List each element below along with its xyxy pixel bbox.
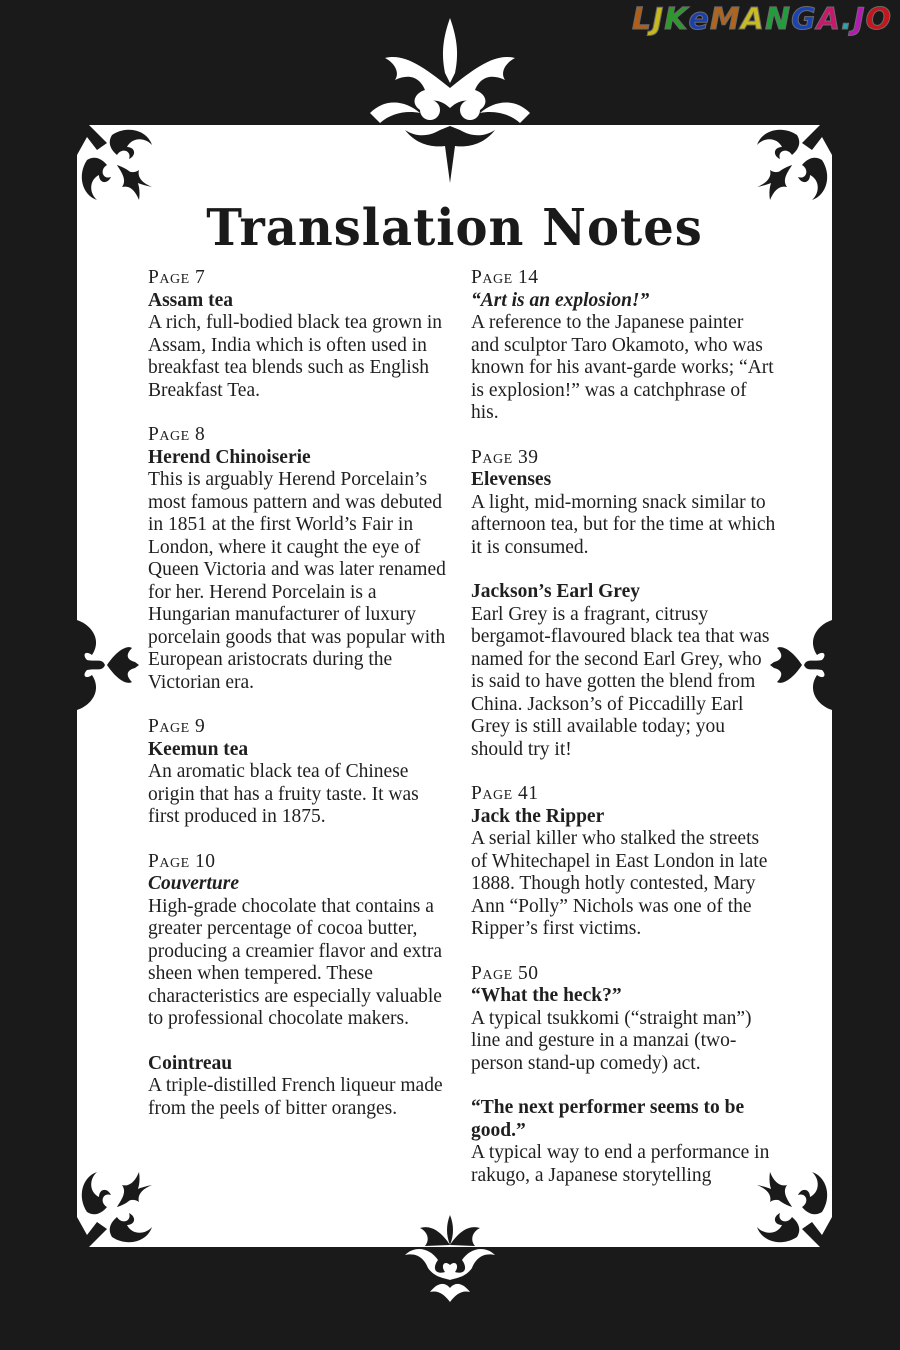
fleur-ornament-top-icon <box>365 18 535 193</box>
note-entry <box>471 1097 776 1187</box>
page-reference: Page 10 <box>148 850 216 872</box>
note-term: Keemun tea <box>148 738 249 760</box>
watermark-letter: N <box>764 2 792 37</box>
note-description: A serial killer who stalked the streets of Whitechapel in East London in late 1888. Though hotly contested, Mary Ann “Polly” Nichols was one of the Ripper’s first victims. <box>471 828 768 939</box>
page-reference: Page 8 <box>148 424 206 445</box>
corner-ornament-top-right-icon <box>750 125 832 207</box>
page-reference: Page 7 <box>148 267 206 288</box>
page-reference: Page 41 <box>471 783 539 804</box>
page-reference: Page 9 <box>148 716 206 737</box>
page-reference: Page 50 <box>471 962 539 984</box>
note-term: Herend Chinoiserie <box>148 446 311 468</box>
note-term: Elevenses <box>471 469 552 490</box>
note-term: Cointreau <box>148 1052 233 1074</box>
note-term: Couverture <box>148 873 240 894</box>
note-description: An aromatic black tea of Chinese origin that has a fruity taste. It was first produced in 1875. <box>148 761 419 827</box>
watermark-letter: K <box>664 2 689 37</box>
note-description: A typical tsukkomi (“straight man”) line and gesture in a manzai (two-person stand-up comedy) act. <box>471 1007 752 1074</box>
note-entry <box>148 424 448 694</box>
watermark-letter: A <box>816 2 841 37</box>
watermark-letter: e <box>688 2 710 37</box>
note-entry <box>471 267 776 425</box>
note-entry <box>148 1053 448 1121</box>
note-term: “Art is an explosion!” <box>471 289 650 311</box>
note-entry <box>471 963 776 1076</box>
notes-column-right <box>471 267 776 1209</box>
note-description: High-grade chocolate that contains a greater percentage of cocoa butter, producing a creamier flavor and extra sheen when tempered. These characteristics are especially valuable to professional chocolate makers. <box>148 895 442 1029</box>
note-description: A typical way to end a performance in rakugo, a Japanese storytelling <box>471 1142 770 1186</box>
note-description: A triple-distilled French liqueur made from the peels of bitter oranges. <box>148 1075 443 1119</box>
page-title: Translation Notes <box>206 198 703 258</box>
watermark-letter: J <box>853 2 866 37</box>
watermark-letter: L <box>631 2 653 37</box>
note-description: A rich, full-bodied black tea grown in Assam, India which is often used in breakfast tea blends such as English Breakfast Tea. <box>148 312 443 401</box>
watermark-letter: . <box>840 2 854 37</box>
watermark-letter: A <box>740 2 765 37</box>
note-term: “What the heck?” <box>471 985 622 1006</box>
note-term: Jackson’s Earl Grey <box>471 581 640 602</box>
fleur-ornament-bottom-icon <box>400 1210 500 1310</box>
corner-ornament-bottom-right-icon <box>750 1165 832 1247</box>
site-watermark <box>632 2 892 37</box>
corner-ornament-top-left-icon <box>77 125 159 207</box>
notes-column-left <box>148 267 448 1142</box>
note-description: A light, mid-morning snack similar to afternoon tea, but for the time at which it is consumed. <box>471 491 776 558</box>
side-ornament-right-icon <box>762 610 832 720</box>
page-reference: Page 39 <box>471 446 539 468</box>
note-entry <box>471 447 776 560</box>
corner-ornament-bottom-left-icon <box>77 1165 159 1247</box>
note-entry <box>148 267 448 402</box>
note-term: Assam tea <box>148 289 234 311</box>
note-description: This is arguably Herend Porcelain’s most famous pattern and was debuted in 1851 at the first World’s Fair in London, where it caught the eye of Queen Victoria and was later renamed for her. Herend Porcelain is a Hungarian manufacturer of luxury porcelain goods that was popular with European aristocrats during the Victorian era. <box>148 469 446 693</box>
watermark-letter: J <box>652 2 665 37</box>
watermark-letter: M <box>709 2 741 37</box>
watermark-letter: O <box>865 2 892 37</box>
watermark-letter: G <box>791 2 817 37</box>
side-ornament-left-icon <box>77 610 147 720</box>
note-entry <box>471 581 776 761</box>
notes-panel <box>77 125 832 1247</box>
page-reference: Page 14 <box>471 267 539 288</box>
note-description: Earl Grey is a fragrant, citrusy bergamot-flavoured black tea that was named for the second Earl Grey, who is said to have gotten the blend from China. Jackson’s of Piccadilly Earl Grey is still available today; you should try it! <box>471 603 770 760</box>
note-term: “The next performer seems to be good.” <box>471 1097 745 1141</box>
note-entry <box>148 851 448 1031</box>
note-description: A reference to the Japanese painter and sculptor Taro Okamoto, who was known for his avant-garde works; “Art is explosion!” was a catchphrase of his. <box>471 312 774 423</box>
note-entry <box>471 783 776 941</box>
note-term: Jack the Ripper <box>471 805 605 827</box>
note-entry <box>148 716 448 829</box>
